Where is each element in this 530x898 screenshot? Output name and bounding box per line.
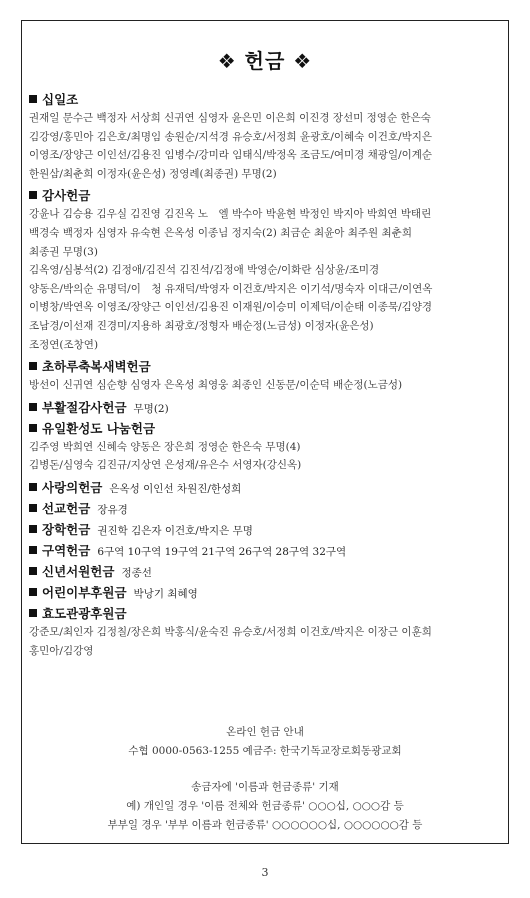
section-heading: 감사헌금 — [42, 188, 91, 204]
section-heading: 장학헌금 — [42, 521, 91, 537]
section-heading: 선교헌금 — [42, 500, 91, 516]
online-heading: 온라인 헌금 안내 — [226, 726, 304, 738]
section-easter — [29, 398, 502, 416]
bullet-square-icon — [29, 191, 37, 199]
section-names: 6구역 10구역 19구역 21구역 26구역 28구역 32구역 — [97, 545, 347, 558]
remit-notice: 송금자에 '이름과 헌금종류' 기재 — [191, 781, 339, 793]
name-line: 양동은/박의순 유명덕/이 청 유재덕/박영자 이건호/박지은 이기석/명숙자 이대근/이연옥 — [29, 282, 433, 295]
section-mission — [29, 499, 502, 517]
bullet-square-icon — [29, 95, 37, 103]
page-title: ❖ 헌금 ❖ — [217, 49, 313, 73]
section-heading: 십일조 — [42, 92, 79, 107]
section-heading: 사랑의헌금 — [42, 479, 103, 495]
name-line: 강윤나 김승용 김우실 김진영 김진옥 노 엘 박수아 박윤현 박정인 박지아 박희연 박태린 — [29, 208, 432, 221]
bullet-square-icon — [29, 567, 37, 575]
name-line: 조정연(조창연) — [29, 338, 99, 351]
section-heading: 유일환성도 나눔헌금 — [42, 420, 156, 436]
name-line: 최종권 무명(3) — [29, 245, 98, 258]
bullet-square-icon — [29, 588, 37, 596]
name-line: 방선이 신귀연 심순향 심영자 은옥성 최영웅 최종인 신동문/이순덕 배순정(노금성) — [29, 379, 403, 392]
remit-example-individual: 예) 개인일 경우 '이름 전체와 헌금종류' ○○○십, ○○○감 등 — [126, 800, 404, 812]
section-thanks — [29, 186, 502, 204]
section-names: 권진학 김은자 이건호/박지은 무명 — [97, 524, 253, 537]
section-names: 박낭기 최혜영 — [133, 587, 198, 600]
page-number: 3 — [261, 866, 269, 879]
section-scholarship — [29, 520, 502, 538]
section-harvest — [29, 357, 502, 375]
name-line: 강준모/최인자 김정칠/장은희 박홍식/윤숙진 유승호/서정희 이건호/박지은 이장근 이훈희 — [29, 625, 432, 638]
name-line: 이병창/박연옥 이영조/장양근 이인선/김용진 이재원/이승미 이제덕/이순태 이종묵/김양경 — [29, 301, 433, 314]
section-heading: 초하루축복새벽헌금 — [42, 359, 151, 375]
section-children — [29, 583, 502, 601]
bullet-square-icon — [29, 609, 37, 617]
bullet-square-icon — [29, 424, 37, 432]
section-heading: 부활절감사헌금 — [42, 399, 127, 415]
section-sharing — [29, 419, 502, 437]
section-district — [29, 541, 502, 559]
name-line: 권재일 문수근 백정자 서상희 신귀연 심영자 윤은민 이은희 이진경 장선미 정영순 한은숙 — [29, 112, 431, 124]
offering-sections — [29, 87, 502, 660]
section-tithe — [29, 90, 502, 108]
section-hyodo — [29, 604, 502, 622]
bullet-square-icon — [29, 483, 37, 491]
name-line: 조남경/이선재 진경미/지용하 최광호/정형자 배순정(노금성) 이정자(윤은성) — [29, 319, 374, 332]
name-line: 백경숙 백정자 심영자 유숙현 은옥성 이종님 정지숙(2) 최금순 최윤아 최주원 최춘희 — [29, 226, 412, 239]
name-line: 홍민아/김강영 — [29, 644, 94, 657]
bank-account: 수협 0000-0563-1255 예금주: 한국기독교장로회동광교회 — [128, 745, 402, 757]
name-line: 한원삼/최춘희 이정자(윤은성) 정영례(최종권) 무명(2) — [29, 167, 277, 180]
bullet-square-icon — [29, 403, 37, 411]
section-names: 은옥성 이인선 차원진/한성희 — [109, 482, 242, 495]
section-heading: 구역헌금 — [42, 542, 91, 558]
remit-example-couple: 부부일 경우 '부부 이름과 헌금종류' ○○○○○○십, ○○○○○○감 등 — [107, 819, 423, 831]
section-names: 무명(2) — [133, 402, 169, 415]
section-newyear — [29, 562, 502, 580]
online-offering-info — [22, 723, 508, 835]
section-heading: 어린이부후원금 — [42, 584, 127, 600]
section-love — [29, 478, 502, 496]
name-line: 김옥영/심봉석(2) 김정애/김진석 김진석/김정애 박영순/이화란 심상윤/조미경 — [29, 264, 380, 277]
name-line: 김병돈/심영숙 김진규/지상연 은성재/유은수 서영자(강신옥) — [29, 459, 302, 472]
bullet-square-icon — [29, 525, 37, 533]
name-line: 김강영/홍민아 김은호/최명임 송원순/지석경 유승호/서정희 윤광호/이혜숙 이건호/박지은 — [29, 130, 433, 143]
section-names: 정종선 — [121, 566, 152, 579]
name-line: 김주영 박희연 신혜숙 양동은 장은희 정영순 한은숙 무명(4) — [29, 440, 301, 453]
section-names: 장유경 — [97, 503, 128, 516]
offering-list-frame — [21, 20, 509, 844]
bullet-square-icon — [29, 504, 37, 512]
section-heading: 효도관광후원금 — [42, 605, 127, 621]
section-heading: 신년서원헌금 — [42, 563, 115, 579]
bullet-square-icon — [29, 362, 37, 370]
name-line: 이영조/장양근 이인선/김용진 임병수/강미라 임태식/박정옥 조금도/여미경 채광일/이계순 — [29, 149, 433, 162]
bullet-square-icon — [29, 546, 37, 554]
